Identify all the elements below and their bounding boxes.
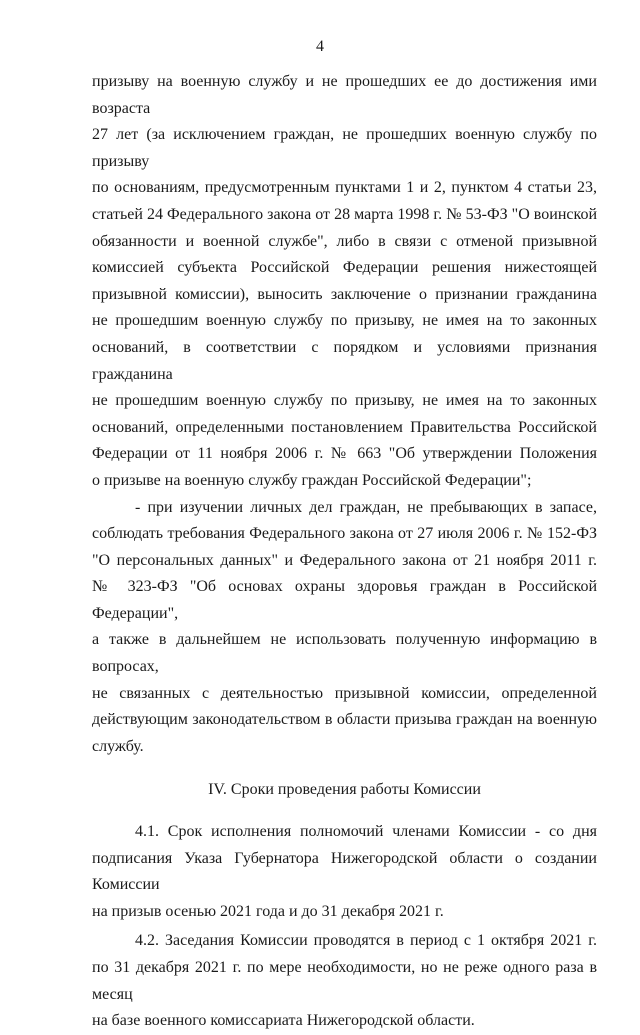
text-line: не связанных с деятельностью призывной комиссии, определенной <box>92 684 597 702</box>
text-line: призывной комиссии), выносить заключение о признании гражданина <box>92 285 597 303</box>
text-line: № 323-ФЗ "Об основах охраны здоровья граждан в Российской Федерации", <box>92 578 597 622</box>
text-line: не прошедшим военную службу по призыву, не имея на то законных <box>92 312 597 330</box>
text-line: о призыве на военную службу граждан Российской Федерации"; <box>92 471 532 489</box>
text-line: действующим законодательством в области призыва граждан на военную <box>92 711 597 729</box>
text-line: 4.2. Заседания Комиссии проводятся в период с 1 октября 2021 г. <box>135 932 597 950</box>
text-line: на базе военного комиссариата Нижегородской области. <box>92 1012 475 1030</box>
text-line: оснований, в соответствии с порядком и условиями признания гражданина <box>92 338 597 383</box>
text-line: на призыв осенью 2021 года и до 31 декабря 2021 г. <box>92 902 444 920</box>
text-line: по 31 декабря 2021 г. по мере необходимости, но не реже одного раза в месяц <box>92 959 597 1003</box>
text-line: статьей 24 Федерального закона от 28 марта 1998 г. № 53-ФЗ "О воинской <box>92 205 597 223</box>
text-line: соблюдать требования Федерального закона от 27 июля 2006 г. № 152-ФЗ <box>92 525 597 543</box>
text-line: по основаниям, предусмотренным пунктами 1 и 2, пунктом 4 статьи 23, <box>92 179 597 197</box>
text-line: комиссией субъекта Российской Федерации решения нижестоящей <box>92 259 597 277</box>
text-line: 4.1. Срок исполнения полномочий членами Комиссии - со дня <box>135 823 597 841</box>
text-line: - при изучении личных дел граждан, не пребывающих в запасе, <box>135 498 597 516</box>
text-line: не прошедшим военную службу по призыву, не имея на то законных <box>92 392 597 410</box>
document-body <box>92 69 597 1035</box>
text-line: призыву на военную службу и не прошедших ее до достижения ими возраста <box>92 73 597 117</box>
text-line: 27 лет (за исключением граждан, не прошедших военную службу по призыву <box>92 126 597 170</box>
text-line: подписания Указа Губернатора Нижегородской области о создании Комиссии <box>92 849 597 894</box>
text-line: Федерации от 11 ноября 2006 г. № 663 "Об утверждении Положения <box>92 445 597 463</box>
page-number: 4 <box>316 38 324 55</box>
text-line: "О персональных данных" и Федерального закона от 21 ноября 2011 г. <box>92 551 597 569</box>
text-line: а также в дальнейшем не использовать полученную информацию в вопросах, <box>92 631 597 676</box>
text-line: обязанности и военной службе", либо в связи с отменой призывной <box>92 232 597 250</box>
section-heading: IV. Сроки проведения работы Комиссии <box>208 781 481 799</box>
text-line: оснований, определенными постановлением Правительства Российской <box>92 418 597 436</box>
text-line: службу. <box>92 737 144 755</box>
